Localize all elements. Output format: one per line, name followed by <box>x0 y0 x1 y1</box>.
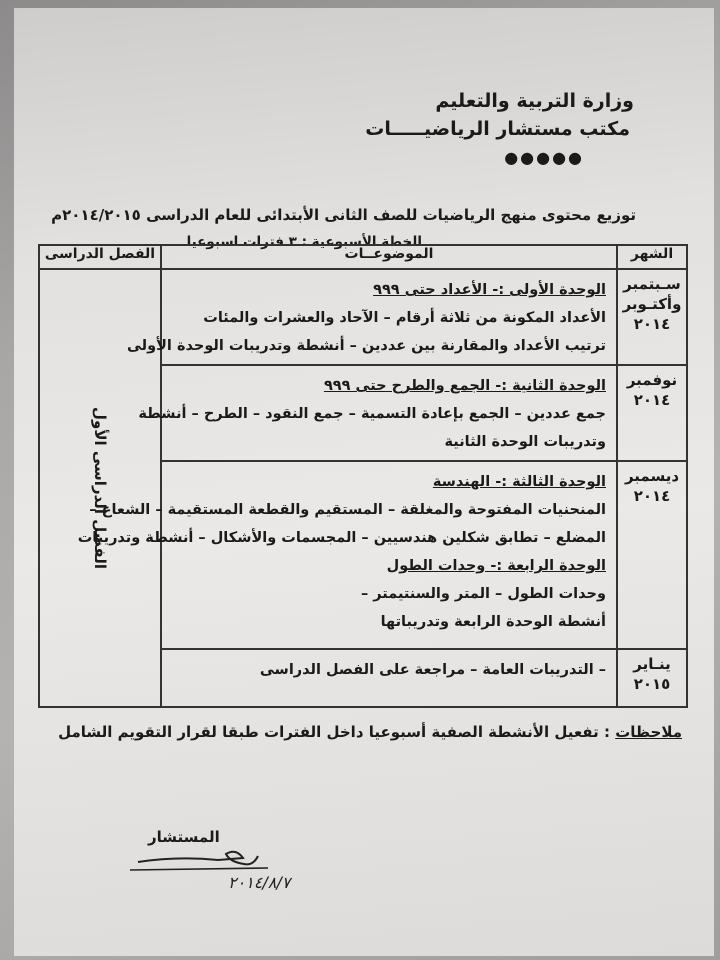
topic-line: ترتيب الأعداد والمقارنة بين عددين – أنشطة وتدريبات الوحدة الأولى <box>127 338 606 354</box>
month-cell <box>617 269 687 365</box>
topic-line: المضلع – تطابق شكلين هندسيين – المجسمات والأشكال – أنشطة وتدريبات <box>77 530 606 546</box>
month-cell <box>617 461 687 649</box>
semester-label: الفصل الدراسى الأول <box>91 407 109 569</box>
month-label: سـبتمبر <box>623 275 681 293</box>
topics-cell <box>138 365 617 461</box>
month-cell <box>617 365 687 461</box>
signature-date: ٢٠١٤/٨/٧ <box>228 873 291 892</box>
advisor-title: المستشار <box>148 828 220 846</box>
month-label: ٢٠١٤ <box>633 315 671 333</box>
header-stars: ●●●●● <box>504 148 584 167</box>
month-cell <box>617 649 687 707</box>
month-label: ديسمبر <box>624 467 680 485</box>
unit-title: الوحدة الثانية :- الجمع والطرح حتى ٩٩٩ <box>323 378 606 394</box>
semester-cell <box>39 269 161 707</box>
signature-image <box>118 842 291 892</box>
topic-line: المنحنيات المفتوحة والمغلقة – المستقيم والقطعة المستقيمة – الشعاع – <box>89 502 606 518</box>
topic-line: وتدريبات الوحدة الثانية <box>444 434 606 450</box>
topics-cell <box>127 269 617 365</box>
topic-line: جمع عددين – الجمع بإعادة التسمية – جمع النقود – الطرح – أنشطة <box>138 406 606 422</box>
month-label: وأكتـوبر <box>622 295 682 313</box>
header-semester: الفصل الدراسى <box>39 245 161 269</box>
document-subtitle: الخطة الأسبوعية : ٣ فترات اسبوعيا <box>186 234 422 250</box>
curriculum-table <box>38 244 688 708</box>
month-label: نوفمبر <box>626 371 678 389</box>
table-header-row <box>39 245 687 269</box>
document-title: توزيع محتوى منهج الرياضيات للصف الثانى الأبتدائى للعام الدراسى ٢٠١٤/٢٠١٥م <box>51 206 636 224</box>
month-label: ٢٠١٤ <box>633 391 671 409</box>
topic-line: وحدات الطول – المتر والسنتيمتر – <box>360 586 606 602</box>
topic-line: الأعداد المكونة من ثلاثة أرقام – الآحاد والعشرات والمئات <box>203 310 606 326</box>
topic-line: – التدريبات العامة – مراجعة على الفصل الدراسى <box>259 662 606 678</box>
table-row <box>39 269 687 365</box>
notes <box>58 723 682 741</box>
notes-label: ملاحظات <box>615 723 682 741</box>
topic-line: أنشطة الوحدة الرابعة وتدريباتها <box>380 614 606 630</box>
topics-cell <box>161 649 617 707</box>
header-topics: الموضوعــات <box>161 245 617 269</box>
unit-title: الوحدة الرابعة :- وحدات الطول <box>386 558 606 574</box>
unit-title: الوحدة الأولى :- الأعداد حتى ٩٩٩ <box>373 282 606 298</box>
notes-text: : تفعيل الأنشطة الصفية أسبوعيا داخل الفترات طبقا لقرار التقويم الشامل <box>58 723 610 741</box>
ministry-name: وزارة التربية والتعليم <box>435 90 634 112</box>
month-label: ٢٠١٥ <box>633 675 671 693</box>
unit-title: الوحدة الثالثة :- الهندسة <box>432 474 606 490</box>
header-month: الشهر <box>617 245 687 269</box>
office-name: مكتب مستشار الرياضيـــــات <box>365 118 630 140</box>
month-label: ٢٠١٤ <box>633 487 671 505</box>
month-label: ينـاير <box>633 655 671 673</box>
